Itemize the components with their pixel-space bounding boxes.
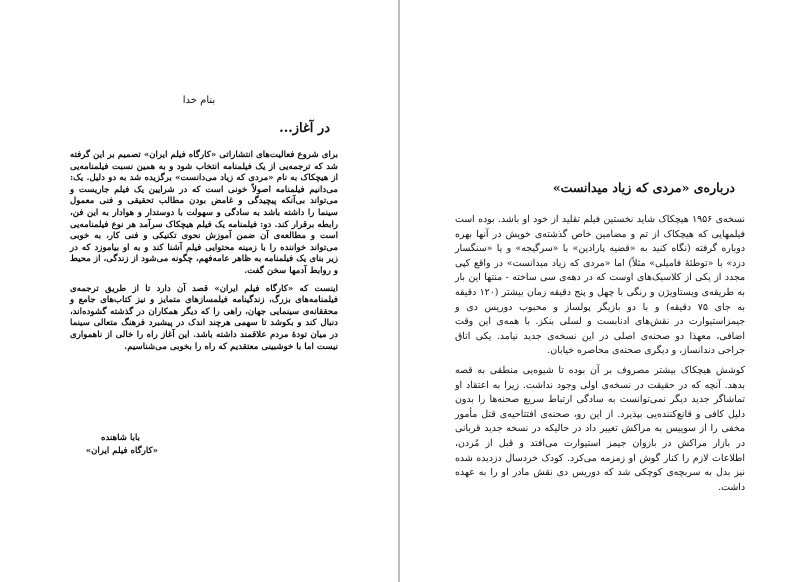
intro-body	[70, 150, 338, 359]
body-paragraph: نسخه‌ی ۱۹۵۶ هیچکاک شاید نخستین فیلم تقلید از خود او باشد. بوده است فیلمهایی که هیچکاک از تم و مضامین خاص گذشته‌ی خویش در آنها بهره دوباره گرفته (نگاه کنید به «قضیه پارادین» با «سرگیجه» و یا «سنگسار دزد» با «توطئهٔ فامیلی» مثلاً) اما «مردی که زیاد میدانست» در واقع کپی مجدد از یکی از کلاسیک‌های اوست که در دهه‌ی سی ساخته - منتها این بار به طریقه‌ی ویستاویژن و رنگی با چهل و پنج دقیقه زمان بیشتر (۱۲۰ دقیقه به جای ۷۵ دقیقه) و با دو بازیگر پولساز و محبوب دوریس دی و جیمزاستیوارت در نقش‌های ادنابست و لسلی بنکز. با همه‌ی این وقت اضافی، معهذا دو صحنه‌ی اصلی در این نسخه‌ی جدید نیامد. یکی اتاق جراحی دندانساز، و دیگری صحنه‌ی محاصره خیابان.	[455, 214, 746, 357]
signature-org: «کارگاه فیلم ایران»	[85, 446, 158, 456]
section-title: درباره‌ی «مردی که زیاد میدانست»	[552, 180, 735, 195]
intro-paragraph: برای شروع فعالیت‌های انتشاراتی «کارگاه فیلم ایران» تصمیم بر این گرفته شد که ترجمه‌یی از یک فیلمنامه انتخاب شود و به همین نسبت فیلمنامه‌یی از هیچکاک به نام «مردی که زیاد می‌دانست» برگزیده شد به دو دلیل. یک: می‌دانیم فیلمنامه اصولاً خونی است که در شرایین یک فیلم جاریست و می‌تواند بی‌آنکه پیچیدگی و غامض بودن مطالب تحقیقی و فنی معمول سینما را داشته باشد به سادگی و سهولت با دوستدار و هوادار به این فن، رابطه برقرار کند. دو: فیلمنامه یک فیلم هیچکاک سرآمد هر نوع فیلمنامه‌یی است و مطالعه‌ی آن ضمن آموزش نحوی تکنیکی و فنی کار، به خوبی می‌تواند خواننده را با زمینه محتوایی فیلم آشنا کند و به او بیاموزد که در زیر بنای یک فیلمنامه به ظاهر عامه‌فهم، چگونه می‌شود از زندگی، از محیط و روابط آدمها سخن گفت.	[70, 150, 338, 276]
right-page	[400, 0, 799, 582]
left-page	[0, 0, 398, 582]
bismillah-heading: بنام خدا	[182, 95, 216, 106]
section-body	[455, 213, 745, 495]
intro-title: در آغاز...	[279, 121, 330, 136]
body-paragraph: کوشش هیچکاک بیشتر مصروف بر آن بوده تا شیوه‌یی منطقی به قصه بدهد. آنچه که در حقیقت در نسخه‌ی اولی وجود نداشت. زیرا به اعتقاد او تماشاگر جدید دیگر نمی‌توانست به سادگی ارتباط سریع صحنه‌ها را بدون دلیل کافی و قانع‌کننده‌یی بپذیرد. از این رو، صحنه‌ی افتتاحیه‌ی قتل مأمور مخفی را از سوییس به مراکش تغییر داد در حالیکه در نسخه جدید قربانی در بازار مراکش در بازوان جیمز استیوارت می‌افتد و قبل از مُردن، اطلاعات لازم را کنار گوش او زمزمه می‌کرد. کودک خردسال دزدیده شده نیز بدل به سربچه‌ی کوچکی شد که دوریس دی نقش مادر او را به عهده داشت.	[455, 364, 745, 493]
signature-name: بابا شاهنده	[101, 433, 140, 443]
intro-paragraph: اینست که «کارگاه فیلم ایران» قصد آن دارد تا از طریق ترجمه‌ی فیلمنامه‌های بزرگ، زندگینامه فیلمسازهای متمایز و نیز کتاب‌های جامع و محققانه‌ی سینمایی جهان، راهی را که دیگر همکاران در گذشته گشوده‌اند، دنبال کند و بکوشد تا سهمی هرچند اندک در پیشبرد فرهنگ متعالی سینما در میان تودهٔ مردم علاقمند داشته باشد. این آغاز راه را خالی از ناهمواری نیست اما با خوشبینی معتقدیم که راه را بخوبی می‌شناسیم.	[70, 283, 338, 352]
signature-block	[48, 432, 158, 458]
